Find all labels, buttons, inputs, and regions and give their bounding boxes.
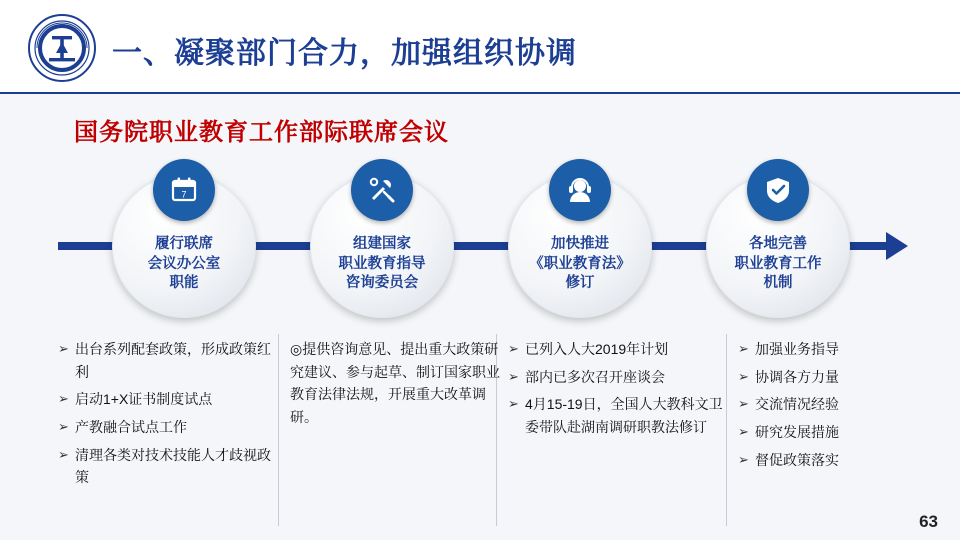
list-item [58,444,280,489]
bullet-arrow-icon: ➢ [58,419,69,435]
bullet-arrow-icon: ➢ [58,341,69,356]
bullet-arrow-icon: ➢ [738,368,749,384]
list-item [58,388,280,411]
shield-check-icon [747,159,809,221]
bullet-arrow-icon: ➢ [738,424,749,440]
flow-node-1-line-1: 履行联席 [155,236,213,252]
flow-node-2[interactable] [310,174,454,318]
list-item-text: 加强业务指导 [755,341,839,357]
column-2 [290,338,500,429]
flow-node-3[interactable] [508,174,652,318]
list-item-text: 清理各类对技术技能人才歧视政策 [75,446,271,486]
list-item [738,338,928,361]
list-item [738,366,928,389]
flow-node-4-line-3: 机制 [763,275,793,292]
section-title: 国务院职业教育工作部际联席会议 [74,119,449,146]
column-1 [58,338,280,494]
list-item [738,421,928,444]
list-item-text: 启动1+X证书制度试点 [75,391,213,408]
flow-node-3-line-3: 修订 [565,275,595,292]
flow-node-1-line-3: 职能 [169,275,199,292]
bullet-arrow-icon: ➢ [738,341,749,356]
bullet-arrow-icon: ➢ [508,396,519,412]
flow-node-2-line-2: 职业教育指导 [338,255,426,272]
bullet-arrow-icon: ➢ [508,368,519,384]
list-item-text: 产教融合试点工作 [75,419,187,436]
list-item-text: 研究发展措施 [755,424,839,441]
flow-node-4-line-1: 各地完善 [749,236,807,252]
list-item [58,416,280,439]
flow-node-4[interactable] [706,174,850,318]
column-divider-3 [726,334,727,526]
list-item-text: 已列入人大2019年计划 [525,341,669,357]
page-number: 63 [919,512,938,531]
flow-node-2-line-1: 组建国家 [353,236,411,252]
flow-node-1-line-2: 会议办公室 [147,255,221,272]
flow-node-1[interactable] [112,174,256,318]
headset-agent-icon [549,159,611,221]
bullet-arrow-icon: ➢ [58,391,69,407]
bullet-arrow-icon: ➢ [508,341,519,356]
bullet-arrow-icon: ➢ [58,446,69,462]
list-item-text: 交流情况经验 [755,396,839,413]
list-item [58,338,280,383]
flow-node-4-line-2: 职业教育工作 [734,255,822,272]
flow-node-4-label [713,235,843,294]
bullet-arrow-icon: ➢ [738,396,749,412]
list-item-text: 部内已多次召开座谈会 [525,368,665,385]
flow-node-3-label [515,235,645,294]
list-item [738,393,928,416]
flow-node-3-line-1: 加快推进 [551,236,609,252]
list-item [508,338,723,361]
bullet-arrow-icon: ➢ [738,451,749,467]
flow-node-2-label [317,235,447,294]
page-title: 一、凝聚部门合力，加强组织协调 [112,37,577,70]
right-arrow-icon [886,232,908,260]
list-item-text: 督促政策落实 [755,451,839,468]
calendar-icon [153,159,215,221]
process-flow [40,156,920,331]
flow-node-1-label [119,235,249,294]
tools-icon [351,159,413,221]
flow-node-3-line-2: 《职业教育法》 [529,255,631,272]
svg-text:7: 7 [181,189,187,200]
list-item-text: 4月15-19日，全国人大教科文卫委带队赴湖南调研职教法修订 [525,396,723,436]
column-3 [508,338,723,444]
flow-node-2-line-3: 咨询委员会 [345,275,419,292]
list-item-text: 协调各方力量 [755,368,839,385]
list-item-text: 出台系列配套政策，形成政策红利 [75,341,271,380]
list-item [508,366,723,389]
detail-columns [50,338,930,538]
slide-body [0,94,960,540]
list-item [738,449,928,472]
column-4 [738,338,928,476]
slide-header [0,0,960,92]
list-item [508,393,723,438]
emblem-logo-icon [26,12,98,84]
paragraph-text: ◎提供咨询意见、提出重大政策研究建议、参与起草、制订国家职业教育法律法规，开展重大改革调研。 [290,341,500,426]
